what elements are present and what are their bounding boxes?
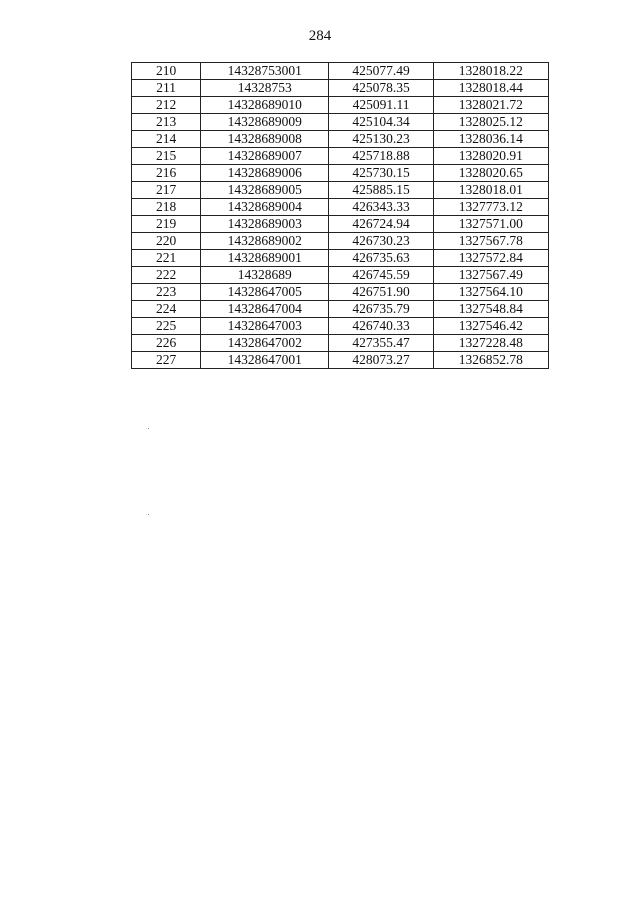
point-id-cell: 14328753	[201, 80, 329, 97]
y-coordinate-cell: 1328020.91	[433, 148, 548, 165]
table-row	[132, 97, 549, 114]
point-id-cell: 14328689009	[201, 114, 329, 131]
table-row	[132, 352, 549, 369]
point-id-cell: 14328689	[201, 267, 329, 284]
point-number-cell: 216	[132, 165, 201, 182]
point-number-cell: 221	[132, 250, 201, 267]
coordinates-table	[131, 62, 549, 369]
point-id-cell: 14328689005	[201, 182, 329, 199]
point-number-cell: 218	[132, 199, 201, 216]
point-number-cell: 214	[132, 131, 201, 148]
table-row	[132, 267, 549, 284]
scan-speck	[148, 428, 149, 429]
table-row	[132, 182, 549, 199]
y-coordinate-cell: 1328021.72	[433, 97, 548, 114]
y-coordinate-cell: 1327571.00	[433, 216, 548, 233]
point-number-cell: 223	[132, 284, 201, 301]
table-row	[132, 63, 549, 80]
table-row	[132, 318, 549, 335]
point-id-cell: 14328647005	[201, 284, 329, 301]
x-coordinate-cell: 425077.49	[329, 63, 433, 80]
x-coordinate-cell: 426745.59	[329, 267, 433, 284]
scan-speck	[148, 514, 149, 515]
table-row	[132, 199, 549, 216]
y-coordinate-cell: 1327228.48	[433, 335, 548, 352]
x-coordinate-cell: 426740.33	[329, 318, 433, 335]
x-coordinate-cell: 425091.11	[329, 97, 433, 114]
point-number-cell: 215	[132, 148, 201, 165]
point-id-cell: 14328689010	[201, 97, 329, 114]
point-id-cell: 14328647002	[201, 335, 329, 352]
point-number-cell: 210	[132, 63, 201, 80]
point-id-cell: 14328647003	[201, 318, 329, 335]
table-row	[132, 284, 549, 301]
point-id-cell: 14328689003	[201, 216, 329, 233]
x-coordinate-cell: 427355.47	[329, 335, 433, 352]
page-number: 284	[308, 28, 332, 44]
point-id-cell: 14328689008	[201, 131, 329, 148]
point-id-cell: 14328689001	[201, 250, 329, 267]
x-coordinate-cell: 425718.88	[329, 148, 433, 165]
table-body	[132, 63, 549, 369]
y-coordinate-cell: 1327548.84	[433, 301, 548, 318]
y-coordinate-cell: 1327567.78	[433, 233, 548, 250]
point-number-cell: 227	[132, 352, 201, 369]
point-id-cell: 14328689007	[201, 148, 329, 165]
y-coordinate-cell: 1328036.14	[433, 131, 548, 148]
point-number-cell: 226	[132, 335, 201, 352]
point-number-cell: 211	[132, 80, 201, 97]
y-coordinate-cell: 1326852.78	[433, 352, 548, 369]
table-row	[132, 114, 549, 131]
point-number-cell: 213	[132, 114, 201, 131]
x-coordinate-cell: 426724.94	[329, 216, 433, 233]
y-coordinate-cell: 1327773.12	[433, 199, 548, 216]
x-coordinate-cell: 428073.27	[329, 352, 433, 369]
x-coordinate-cell: 426730.23	[329, 233, 433, 250]
point-number-cell: 224	[132, 301, 201, 318]
point-id-cell: 14328689004	[201, 199, 329, 216]
y-coordinate-cell: 1328018.22	[433, 63, 548, 80]
point-number-cell: 220	[132, 233, 201, 250]
table-row	[132, 80, 549, 97]
table-row	[132, 233, 549, 250]
point-number-cell: 219	[132, 216, 201, 233]
table-row	[132, 335, 549, 352]
x-coordinate-cell: 426343.33	[329, 199, 433, 216]
point-id-cell: 14328647004	[201, 301, 329, 318]
point-id-cell: 14328689002	[201, 233, 329, 250]
x-coordinate-cell: 425104.34	[329, 114, 433, 131]
y-coordinate-cell: 1328020.65	[433, 165, 548, 182]
point-id-cell: 14328689006	[201, 165, 329, 182]
x-coordinate-cell: 426751.90	[329, 284, 433, 301]
point-number-cell: 212	[132, 97, 201, 114]
x-coordinate-cell: 425078.35	[329, 80, 433, 97]
x-coordinate-cell: 425885.15	[329, 182, 433, 199]
table-row	[132, 216, 549, 233]
x-coordinate-cell: 426735.79	[329, 301, 433, 318]
y-coordinate-cell: 1328018.44	[433, 80, 548, 97]
point-number-cell: 225	[132, 318, 201, 335]
y-coordinate-cell: 1327546.42	[433, 318, 548, 335]
point-id-cell: 14328753001	[201, 63, 329, 80]
y-coordinate-cell: 1327567.49	[433, 267, 548, 284]
point-number-cell: 222	[132, 267, 201, 284]
table-row	[132, 148, 549, 165]
x-coordinate-cell: 426735.63	[329, 250, 433, 267]
x-coordinate-cell: 425730.15	[329, 165, 433, 182]
table-row	[132, 250, 549, 267]
table-row	[132, 131, 549, 148]
point-id-cell: 14328647001	[201, 352, 329, 369]
point-number-cell: 217	[132, 182, 201, 199]
x-coordinate-cell: 425130.23	[329, 131, 433, 148]
table-row	[132, 165, 549, 182]
y-coordinate-cell: 1328018.01	[433, 182, 548, 199]
y-coordinate-cell: 1327564.10	[433, 284, 548, 301]
y-coordinate-cell: 1328025.12	[433, 114, 548, 131]
table-row	[132, 301, 549, 318]
y-coordinate-cell: 1327572.84	[433, 250, 548, 267]
